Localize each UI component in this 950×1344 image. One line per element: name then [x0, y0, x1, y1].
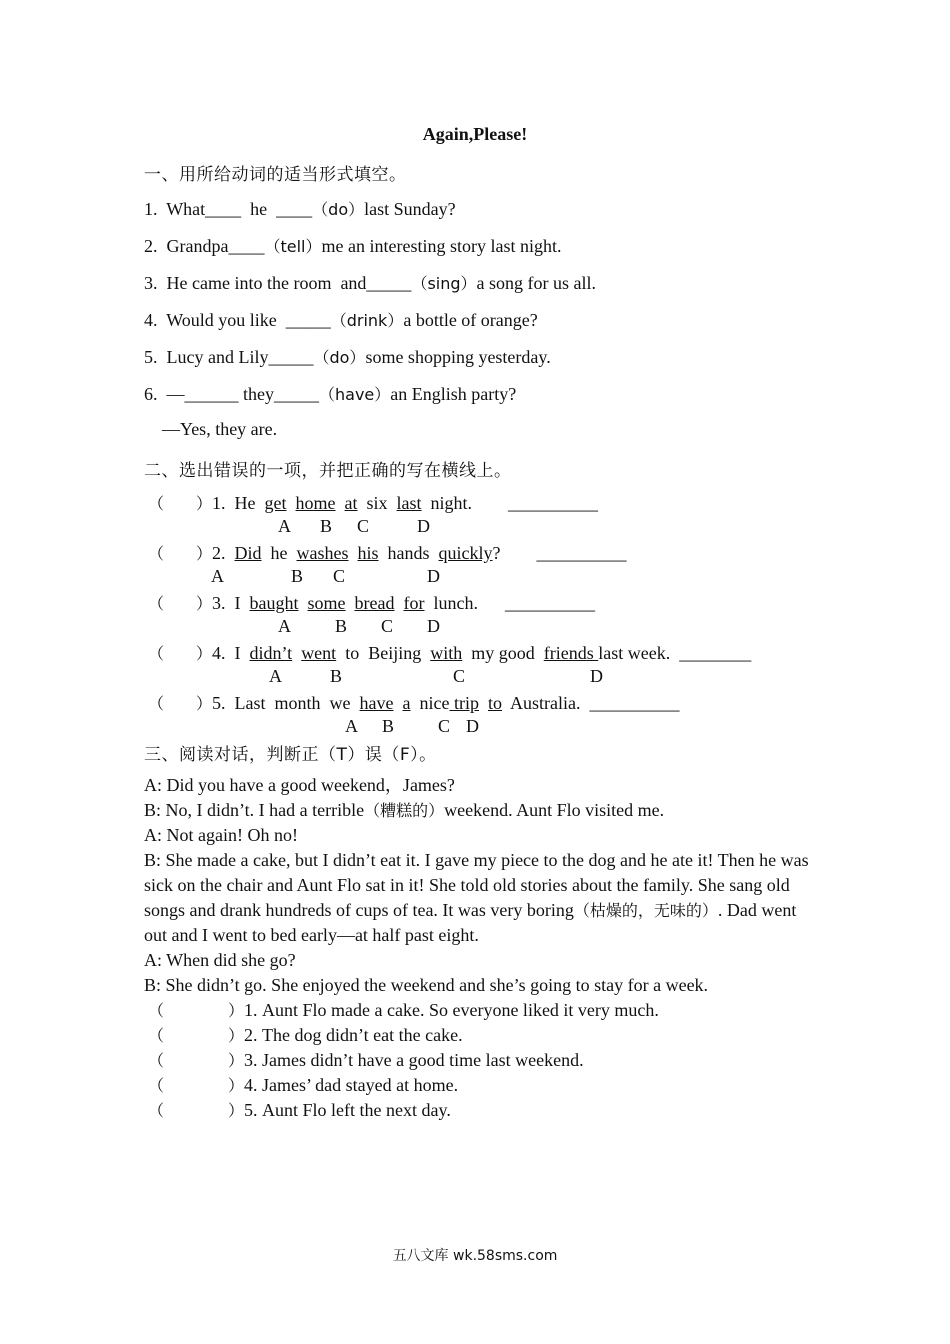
s2-item-4-letter-a: A: [269, 666, 282, 686]
s2-item-3-letter-b: B: [335, 616, 348, 636]
dialog-line: A: When did she go?: [144, 950, 296, 970]
tf-statement-3: （ ）3. James didn’t have a good time last weekend.: [148, 1050, 584, 1070]
s2-item-3: （ ）3. I baught some bread for lunch. __________: [148, 593, 595, 613]
s2-item-4-letter-d: D: [590, 666, 603, 686]
footer-watermark: 五八文库 wk.58sms.com: [392, 1248, 558, 1264]
page-title: Again,Please!: [422, 124, 528, 144]
s2-item-3-letter-c: C: [381, 616, 394, 636]
dialog-line: A: Not again! Oh no!: [144, 825, 298, 845]
s2-item-2-letter-b: B: [291, 566, 304, 586]
s2-item-3-letter-d: D: [427, 616, 440, 636]
s1-answer-line: —Yes, they are.: [162, 419, 278, 439]
dialog-line: B: No, I didn’t. I had a terrible（糟糕的）weekend. Aunt Flo visited me.: [144, 800, 665, 820]
tf-statement-1: （ ）1. Aunt Flo made a cake. So everyone liked it very much.: [148, 1000, 659, 1020]
s2-item-2-letter-c: C: [333, 566, 346, 586]
s2-item-2: （ ）2. Did he washes his hands quickly? __________: [148, 543, 627, 563]
s2-item-5-letter-b: B: [382, 716, 395, 736]
tf-statement-4: （ ）4. James’ dad stayed at home.: [148, 1075, 459, 1095]
s2-item-5-letter-d: D: [466, 716, 479, 736]
s1-item-6: 6. —______ they_____（have）an English party?: [144, 384, 517, 404]
dialog-line: A: Did you have a good weekend，James?: [144, 775, 455, 795]
s1-item-3: 3. He came into the room and_____（sing）a song for us all.: [144, 273, 597, 293]
s2-item-1: （ ）1. He get home at six last night. __________: [148, 493, 599, 513]
section1-heading: 一、用所给动词的适当形式填空。: [144, 165, 407, 185]
s2-item-5: （ ）5. Last month we have a nice trip to Australia. __________: [148, 693, 680, 713]
s2-item-5-letter-a: A: [345, 716, 358, 736]
s2-item-4: （ ）4. I didn’t went to Beijing with my good friends last week. ________: [148, 643, 752, 663]
s2-item-1-letter-d: D: [417, 516, 430, 536]
s2-item-5-letter-c: C: [438, 716, 451, 736]
tf-statement-5: （ ）5. Aunt Flo left the next day.: [148, 1100, 451, 1120]
reading-dialog: [144, 773, 809, 998]
s2-item-1-letter-a: A: [278, 516, 291, 536]
tf-statement-2: （ ）2. The dog didn’t eat the cake.: [148, 1025, 463, 1045]
s2-item-1-letter-b: B: [320, 516, 333, 536]
s2-item-1-letter-c: C: [357, 516, 370, 536]
s2-item-2-letter-d: D: [427, 566, 440, 586]
s1-item-5: 5. Lucy and Lily_____（do）some shopping yesterday.: [144, 347, 551, 367]
dialog-line: B: She didn’t go. She enjoyed the weekend and she’s going to stay for a week.: [144, 975, 709, 995]
s2-item-4-letter-b: B: [330, 666, 343, 686]
s1-item-1: 1. What____ he ____（do）last Sunday?: [144, 199, 456, 219]
section3-heading: 三、阅读对话，判断正（T）误（F）。: [144, 745, 437, 765]
s2-item-2-letter-a: A: [211, 566, 224, 586]
s1-item-4: 4. Would you like _____（drink）a bottle of orange?: [144, 310, 538, 330]
s1-item-2: 2. Grandpa____（tell）me an interesting story last night.: [144, 236, 562, 256]
s2-item-3-letter-a: A: [278, 616, 291, 636]
dialog-line: B: She made a cake, but I didn’t eat it. I gave my piece to the dog and he ate it! Then he was sick on the chair and Aunt Flo sat in it! She told old stories about the family. She sang old songs and drank hundreds of cups of tea. It was very boring（枯燥的，无味的）. Dad went out and I went to bed early—at half past eight.: [144, 850, 809, 945]
s2-item-4-letter-c: C: [453, 666, 466, 686]
section2-heading: 二、选出错误的一项，并把正确的写在横线上。: [144, 461, 512, 481]
